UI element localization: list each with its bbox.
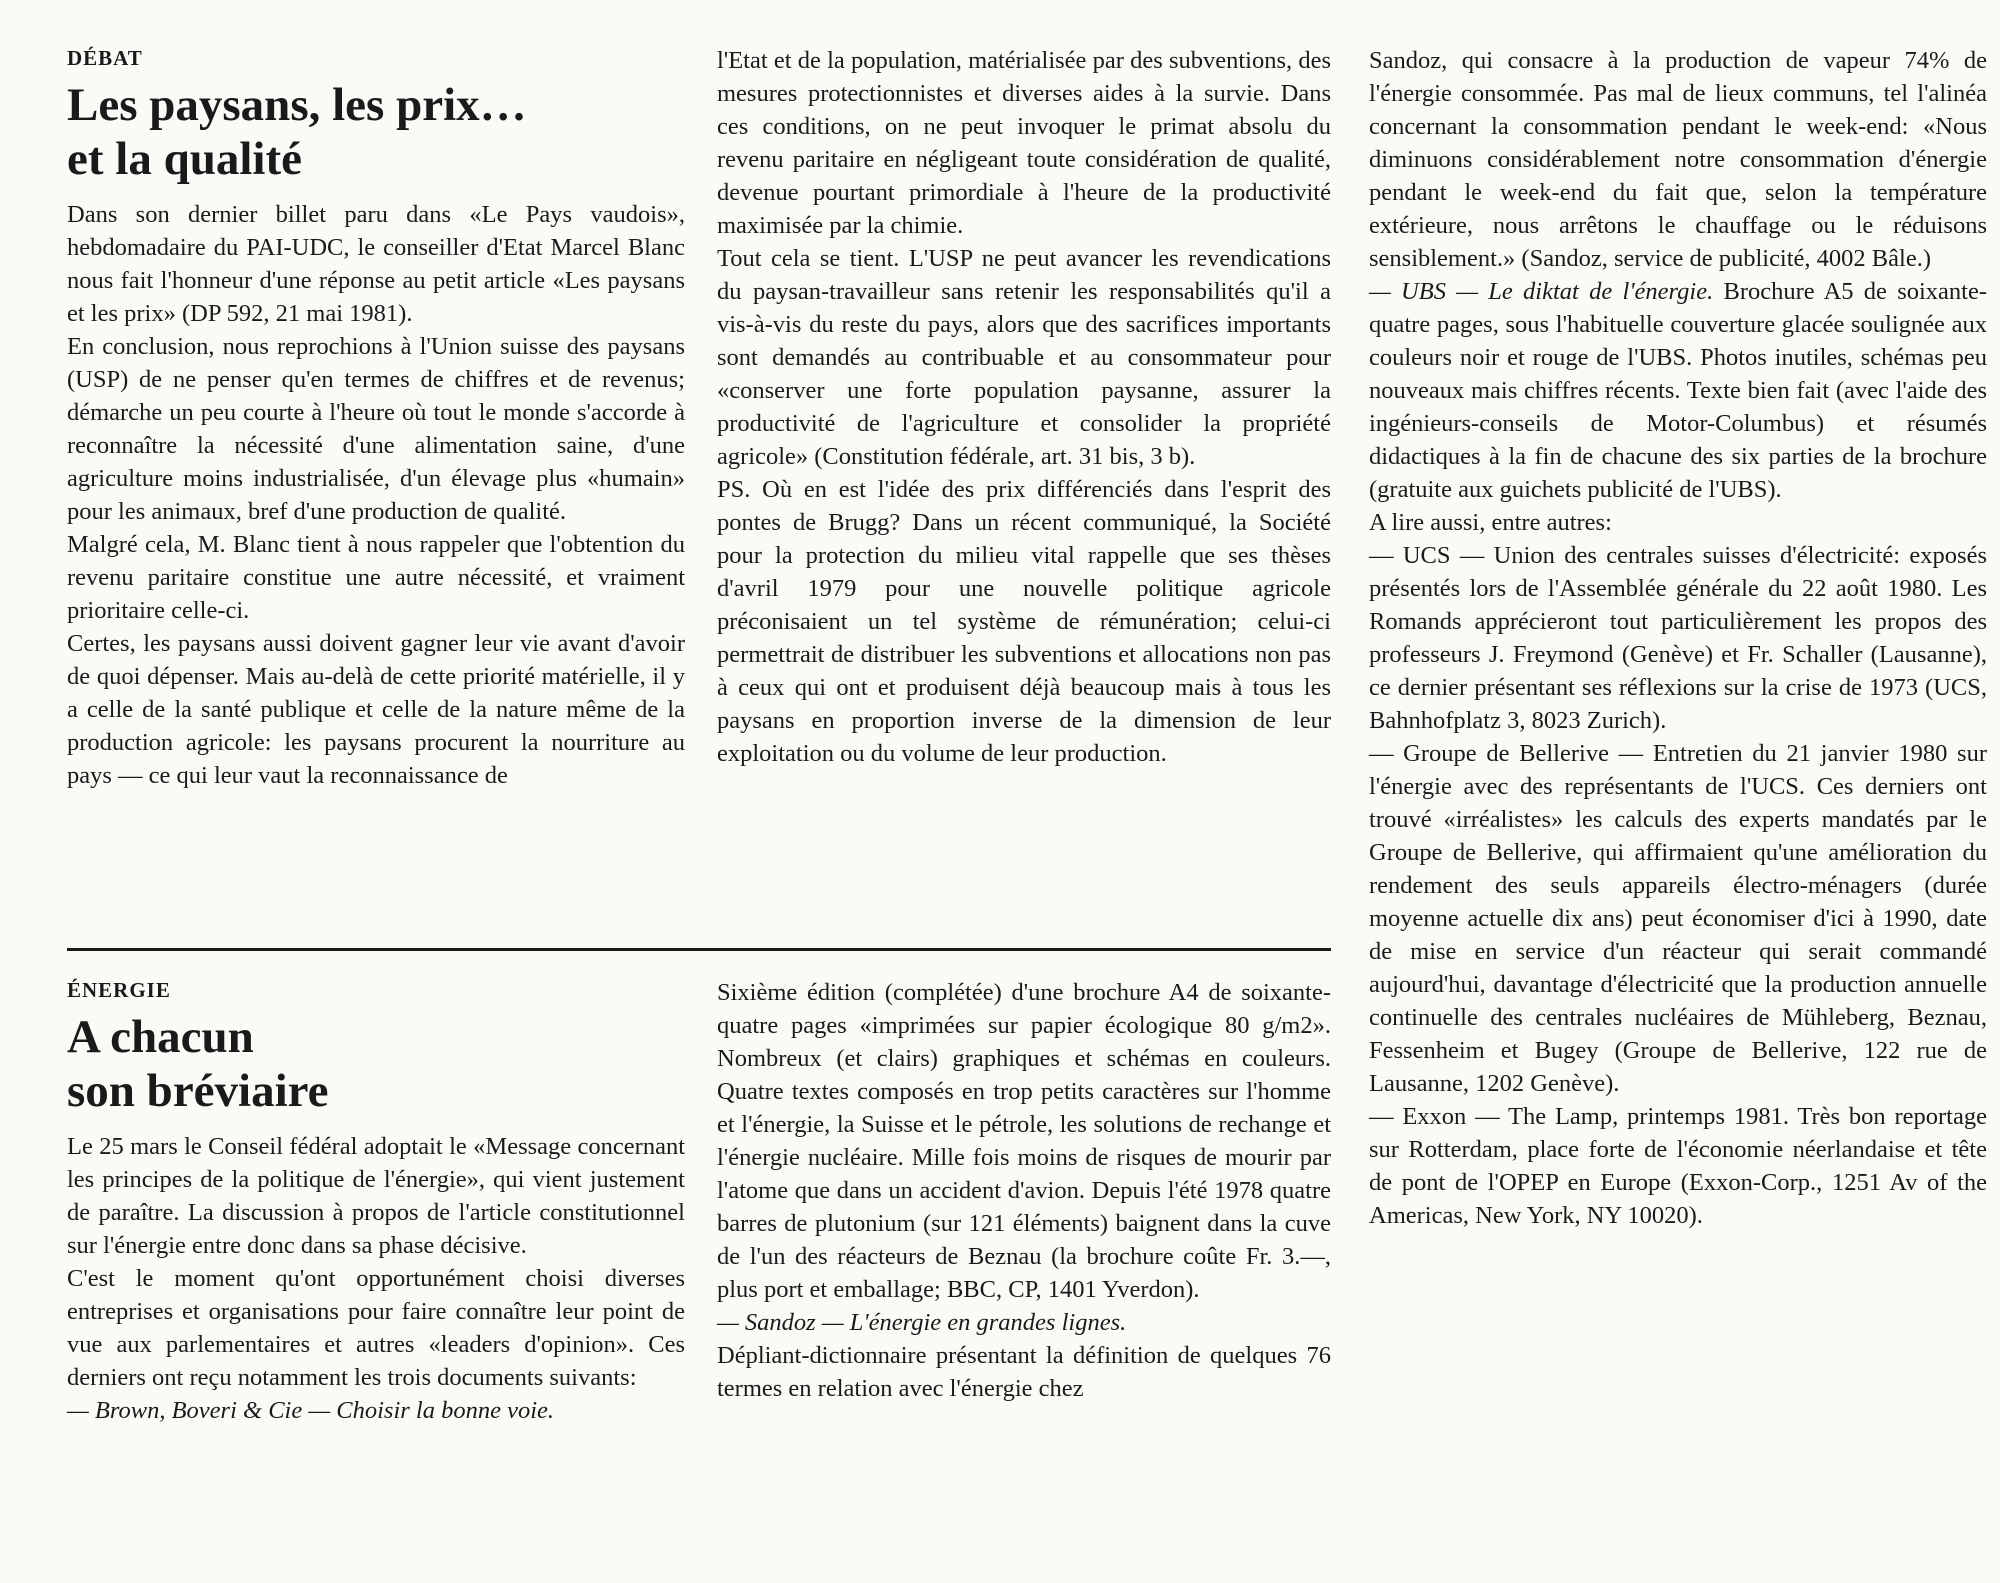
energie-column-2 [717, 976, 1331, 1405]
energie-paragraph: — Exxon — The Lamp, printemps 1981. Très bon reportage sur Rotterdam, place forte de l'économie néerlandaise et tête de pont de l'OPEP en Europe (Exxon-Corp., 1251 Av of the Americas, New York, NY 10020). [1369, 1103, 1987, 1229]
sandoz-title: — Sandoz — L'énergie en grandes lignes. [717, 1309, 1127, 1336]
debat-headline-line2: et la qualité [67, 133, 302, 185]
debat-paragraph: Certes, les paysans aussi doivent gagner leur vie avant d'avoir de quoi dépenser. Mais au-delà de cette priorité matérielle, il y a celle de la santé publique et celle de la nature même de la production agricole: les paysans procurent la nourriture au pays — ce qui leur vaut la reconnaissance de [67, 630, 685, 789]
energie-headline-line1: A chacun [67, 1011, 254, 1063]
energie-paragraph: Le 25 mars le Conseil fédéral adoptait le «Message concernant les principes de la politique de l'énergie», qui vient justement de paraître. La discussion à propos de l'article constitutionnel sur l'énergie entre donc dans sa phase décisive. [67, 1133, 685, 1259]
debat-column-2 [717, 44, 1331, 770]
energie-kicker: ÉNERGIE [67, 978, 171, 1002]
energie-paragraph: — Groupe de Bellerive — Entretien du 21 janvier 1980 sur l'énergie avec des représentants de l'UCS. Ces derniers ont trouvé «irréalistes» les calculs des experts mandatés par le Groupe de Bellerive, qui affirmaient qu'une amélioration du rendement des seuls appareils électro-ménagers (durée moyenne actuelle dix ans) peut économiser d'ici à 1990, date de mise en service d'un réacteur qui serait commandé aujourd'hui, davantage d'électricité que la production annuelle continuelle des centrales nucléaires de Mühleberg, Beznau, Fessenheim et Bugey (Groupe de Bellerive, 122 rue de Lausanne, 1202 Genève). [1369, 740, 1987, 1097]
debat-paragraph: Tout cela se tient. L'USP ne peut avancer les revendications du paysan-travailleur sans retenir les responsabilités qu'il a vis-à-vis du reste du pays, alors que des sacrifices importants sont demandés au contribuable et au consommateur pour «conserver une forte population paysanne, assurer la productivité de l'agriculture et consolider la propriété agricole» (Constitution fédérale, art. 31 bis, 3 b). [717, 245, 1331, 470]
energie-paragraph: Sixième édition (complétée) d'une brochure A4 de soixante-quatre pages «imprimées sur papier écologique 80 g/m2». Nombreux (et clairs) graphiques et schémas en couleurs. Quatre textes composés en trop petits caractères sur l'homme et l'énergie, la Suisse et le pétrole, les solutions de rechange et l'énergie nucléaire. Mille fois moins de risques de mourir par l'atome que dans un accident d'avion. Depuis l'été 1978 quatre barres de plutonium (sur 121 éléments) baignent dans la cuve de l'un des réacteurs de Beznau (la brochure coûte Fr. 3.—, plus port et emballage; BBC, CP, 1401 Yverdon). [717, 979, 1331, 1303]
energie-headline [67, 1010, 685, 1118]
energie-paragraph: C'est le moment qu'ont opportunément choisi diverses entreprises et organisations pour faire connaître leur point de vue aux parlementaires et autres «leaders d'opinion». Ces derniers ont reçu notamment les trois documents suivants: [67, 1265, 685, 1391]
energie-paragraph-ubs [1369, 275, 1987, 506]
debat-paragraph: Malgré cela, M. Blanc tient à nous rappeler que l'obtention du revenu paritaire constitue une autre nécessité, et vraiment prioritaire celle-ci. [67, 531, 685, 624]
debat-paragraph: l'Etat et de la population, matérialisée par des subventions, des mesures protectionnistes et diverses aides à la survie. Dans ces conditions, on ne peut invoquer le primat absolu du revenu paritaire en négligeant toute considération de qualité, devenue pourtant primordiale à l'heure de la productivité maximisée par la chimie. [717, 47, 1331, 239]
energie-paragraph: Sandoz, qui consacre à la production de vapeur 74% de l'énergie consommée. Pas mal de lieux communs, tel l'alinéa concernant la consommation pendant le week-end: «Nous diminuons considérablement notre consommation d'énergie pendant le week-end du fait que, selon la température extérieure, nous arrêtons le chauffage ou le réduisons sensiblement.» (Sandoz, service de publicité, 4002 Bâle.) [1369, 47, 1987, 272]
debat-paragraph: PS. Où en est l'idée des prix différenciés dans l'esprit des pontes de Brugg? Dans un récent communiqué, la Société pour la protection du milieu vital rappelle que ses thèses d'avril 1979 pour une nouvelle politique agricole préconisaient un tel système de rémunération; celui-ci permettrait de distribuer les subventions et allocations non pas à ceux qui ont et produisent déjà beaucoup mais à tous les paysans en proportion inverse de la dimension de leur exploitation ou du volume de leur production. [717, 476, 1331, 767]
debat-paragraph: En conclusion, nous reprochions à l'Union suisse des paysans (USP) de ne penser qu'en termes de chiffres et de revenus; démarche un peu courte à l'heure où tout le monde s'accorde à reconnaître la nécessité d'une alimentation saine, d'une agriculture moins industrialisée, d'un élevage plus «humain» pour les animaux, bref d'une production de qualité. [67, 333, 685, 525]
ubs-title: — UBS — Le diktat de l'énergie. [1369, 278, 1714, 305]
debat-column-1 [67, 44, 685, 792]
energie-headline-line2: son bréviaire [67, 1065, 329, 1117]
energie-column-1 [67, 976, 685, 1427]
energie-column-3 [1369, 44, 1987, 1232]
energie-paragraph: Dépliant-dictionnaire présentant la définition de quelques 76 termes en relation avec l'énergie chez [717, 1342, 1331, 1402]
bbc-title: — Brown, Boveri & Cie — Choisir la bonne voie. [67, 1397, 555, 1424]
energie-paragraph: — UCS — Union des centrales suisses d'électricité: exposés présentés lors de l'Assemblée générale du 22 août 1980. Les Romands apprécieront tout particulièrement les propos des professeurs J. Freymond (Genève) et Fr. Schaller (Lausanne), ce dernier présentant ses réflexions sur la crise de 1973 (UCS, Bahnhofplatz 3, 8023 Zurich). [1369, 542, 1987, 734]
section-divider-rule [67, 948, 1331, 951]
debat-headline [67, 78, 685, 186]
debat-headline-line1: Les paysans, les prix… [67, 79, 527, 131]
ubs-description: Brochure A5 de soixante-quatre pages, sous l'habituelle couverture glacée soulignée aux couleurs noir et rouge de l'UBS. Photos inutiles, schémas peu nouveaux mais chiffres récents. Texte bien fait (avec l'aide des ingénieurs-conseils de Motor-Columbus) et résumés didactiques à la fin de chacune des six parties de la brochure (gratuite aux guichets publicité de l'UBS). [1369, 278, 1988, 503]
debat-paragraph: Dans son dernier billet paru dans «Le Pays vaudois», hebdomadaire du PAI-UDC, le conseiller d'Etat Marcel Blanc nous fait l'honneur d'une réponse au petit article «Les paysans et les prix» (DP 592, 21 mai 1981). [67, 201, 685, 327]
energie-paragraph: A lire aussi, entre autres: [1369, 509, 1612, 536]
energie-paragraph-italic [67, 1394, 685, 1427]
energie-paragraph-italic [717, 1306, 1331, 1339]
debat-kicker: DÉBAT [67, 46, 143, 70]
